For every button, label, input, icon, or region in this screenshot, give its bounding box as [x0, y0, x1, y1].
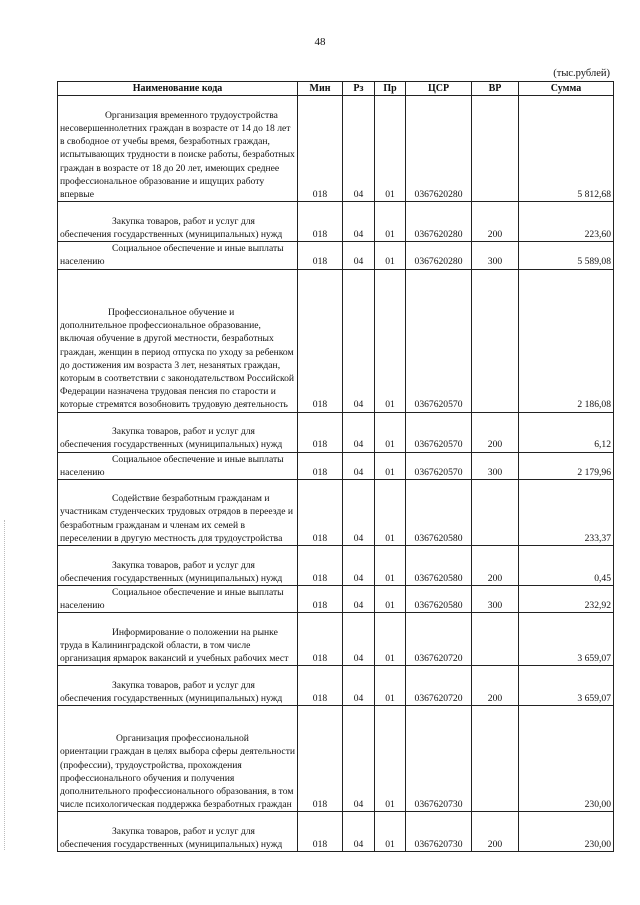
row-vr: 200 [472, 412, 519, 452]
row-name: Содействие безработным гражданам и участникам студенческих трудовых отрядов в переезде и безработным гражданам и членам их семей в переселении в другую местность для трудоустройства [58, 480, 298, 546]
row-rz: 04 [343, 546, 375, 586]
table-row [58, 546, 614, 586]
row-min: 018 [298, 613, 343, 666]
row-csr: 0367620730 [406, 706, 472, 812]
table-row [58, 480, 614, 546]
row-name: Профессиональное обучение и дополнительное профессиональное образование, включая обучение в другой местности, безработных граждан, женщин в период отпуска по уходу за ребенком до достижения им возраста 3 лет, незанятых граждан, которым в соответствии с законодательством Российской Федерации назначена трудовая пенсия по старости и которые стремятся возобновить трудовую деятельность [58, 269, 298, 412]
row-csr: 0367620280 [406, 202, 472, 242]
row-pr: 01 [375, 412, 406, 452]
header-pr: Пр [375, 82, 406, 96]
row-pr: 01 [375, 812, 406, 852]
row-pr: 01 [375, 586, 406, 613]
header-name: Наименование кода [58, 82, 298, 96]
row-pr: 01 [375, 666, 406, 706]
row-vr: 300 [472, 242, 519, 269]
row-min: 018 [298, 480, 343, 546]
row-csr: 0367620580 [406, 586, 472, 613]
row-sum: 223,60 [519, 202, 614, 242]
row-name: Закупка товаров, работ и услуг для обеспечения государственных (муниципальных) нужд [58, 546, 298, 586]
row-sum: 233,37 [519, 480, 614, 546]
row-csr: 0367620580 [406, 546, 472, 586]
row-sum: 232,92 [519, 586, 614, 613]
row-pr: 01 [375, 269, 406, 412]
row-name: Закупка товаров, работ и услуг для обеспечения государственных (муниципальных) нужд [58, 412, 298, 452]
row-min: 018 [298, 452, 343, 479]
header-rz: Рз [343, 82, 375, 96]
row-pr: 01 [375, 546, 406, 586]
row-pr: 01 [375, 452, 406, 479]
header-min: Мин [298, 82, 343, 96]
row-rz: 04 [343, 480, 375, 546]
row-vr [472, 96, 519, 202]
row-min: 018 [298, 586, 343, 613]
row-pr: 01 [375, 706, 406, 812]
units-label: (тыс.рублей) [553, 68, 610, 79]
table-row [58, 586, 614, 613]
row-sum: 5 589,08 [519, 242, 614, 269]
row-vr: 300 [472, 586, 519, 613]
row-name: Организация временного трудоустройства несовершеннолетних граждан в возрасте от 14 до 18 лет в свободное от учебы время, безработных граждан, испытывающих трудности в поиске работы, безработных граждан в возрасте от 18 до 20 лет, имеющих среднее профессиональное образование и ищущих работу впервые [58, 96, 298, 202]
row-rz: 04 [343, 412, 375, 452]
row-sum: 2 186,08 [519, 269, 614, 412]
row-min: 018 [298, 269, 343, 412]
row-sum: 3 659,07 [519, 666, 614, 706]
row-name: Закупка товаров, работ и услуг для обеспечения государственных (муниципальных) нужд [58, 812, 298, 852]
table-row [58, 452, 614, 479]
row-rz: 04 [343, 613, 375, 666]
row-min: 018 [298, 666, 343, 706]
row-min: 018 [298, 546, 343, 586]
row-csr: 0367620580 [406, 480, 472, 546]
row-sum: 2 179,96 [519, 452, 614, 479]
row-csr: 0367620570 [406, 452, 472, 479]
row-rz: 04 [343, 452, 375, 479]
row-pr: 01 [375, 96, 406, 202]
row-vr: 200 [472, 202, 519, 242]
row-rz: 04 [343, 96, 375, 202]
row-pr: 01 [375, 480, 406, 546]
row-rz: 04 [343, 269, 375, 412]
row-csr: 0367620280 [406, 242, 472, 269]
row-vr: 200 [472, 546, 519, 586]
row-min: 018 [298, 202, 343, 242]
table-row [58, 706, 614, 812]
row-name: Социальное обеспечение и иные выплаты населению [58, 586, 298, 613]
row-name: Социальное обеспечение и иные выплаты населению [58, 242, 298, 269]
row-csr: 0367620720 [406, 613, 472, 666]
binding-margin-line [4, 520, 6, 850]
row-name: Закупка товаров, работ и услуг для обеспечения государственных (муниципальных) нужд [58, 666, 298, 706]
row-min: 018 [298, 96, 343, 202]
table-row [58, 412, 614, 452]
row-vr [472, 480, 519, 546]
table-row [58, 96, 614, 202]
row-csr: 0367620280 [406, 96, 472, 202]
row-rz: 04 [343, 666, 375, 706]
row-vr: 200 [472, 666, 519, 706]
header-sum: Сумма [519, 82, 614, 96]
row-vr [472, 706, 519, 812]
row-sum: 230,00 [519, 706, 614, 812]
row-name: Организация профессиональной ориентации граждан в целях выбора сферы деятельности (профессии), трудоустройства, прохождения профессионального обучения и получения дополнительного профессионального образования, в том числе психологическая поддержка безработных граждан [58, 706, 298, 812]
row-name: Информирование о положении на рынке труда в Калининградской области, в том числе организация ярмарок вакансий и учебных рабочих мест [58, 613, 298, 666]
table-row [58, 242, 614, 269]
row-rz: 04 [343, 706, 375, 812]
row-csr: 0367620570 [406, 412, 472, 452]
table-row [58, 812, 614, 852]
row-csr: 0367620720 [406, 666, 472, 706]
row-sum: 6,12 [519, 412, 614, 452]
table-header-row [58, 82, 614, 96]
row-vr [472, 613, 519, 666]
row-sum: 3 659,07 [519, 613, 614, 666]
row-min: 018 [298, 412, 343, 452]
table-row [58, 269, 614, 412]
row-min: 018 [298, 242, 343, 269]
row-rz: 04 [343, 242, 375, 269]
row-csr: 0367620570 [406, 269, 472, 412]
table-row [58, 666, 614, 706]
row-rz: 04 [343, 812, 375, 852]
row-vr: 300 [472, 452, 519, 479]
row-rz: 04 [343, 586, 375, 613]
row-pr: 01 [375, 242, 406, 269]
table-row [58, 202, 614, 242]
page-number: 48 [314, 36, 326, 48]
row-vr [472, 269, 519, 412]
row-sum: 0,45 [519, 546, 614, 586]
row-rz: 04 [343, 202, 375, 242]
row-pr: 01 [375, 202, 406, 242]
table-row [58, 613, 614, 666]
row-sum: 230,00 [519, 812, 614, 852]
row-min: 018 [298, 812, 343, 852]
row-sum: 5 812,68 [519, 96, 614, 202]
header-csr: ЦСР [406, 82, 472, 96]
row-vr: 200 [472, 812, 519, 852]
header-vr: ВР [472, 82, 519, 96]
budget-table [57, 81, 614, 852]
row-name: Социальное обеспечение и иные выплаты населению [58, 452, 298, 479]
row-min: 018 [298, 706, 343, 812]
row-name: Закупка товаров, работ и услуг для обеспечения государственных (муниципальных) нужд [58, 202, 298, 242]
row-pr: 01 [375, 613, 406, 666]
row-csr: 0367620730 [406, 812, 472, 852]
